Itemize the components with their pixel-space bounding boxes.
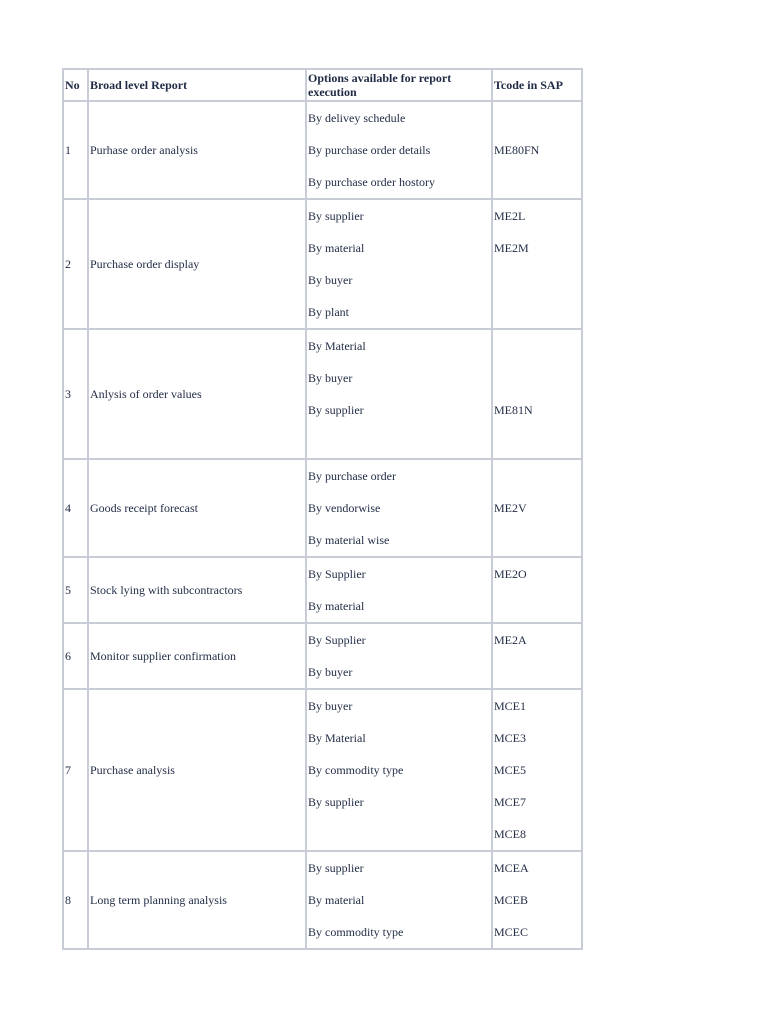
report-options (306, 459, 492, 557)
tcode-cell (492, 101, 582, 199)
row-number: 2 (63, 199, 88, 329)
option-item: By buyer (308, 371, 353, 385)
report-name: Purchase order display (88, 199, 306, 329)
report-name: Long term planning analysis (88, 851, 306, 949)
report-name: Anlysis of order values (88, 329, 306, 459)
tcode-item: ME81N (494, 403, 533, 417)
report-table (62, 68, 583, 950)
tcode-cell (492, 689, 582, 851)
tcode-item: ME80FN (494, 143, 540, 157)
header-options: Options available for report execution (306, 69, 492, 101)
tcode-item: MCEB (494, 893, 529, 907)
table-body (63, 101, 582, 949)
tcode-item: MCEC (494, 925, 529, 939)
tcode-item (494, 264, 580, 296)
row-number: 3 (63, 329, 88, 459)
tcode-cell (492, 329, 582, 459)
report-options (306, 689, 492, 851)
option-item: By Supplier (308, 633, 366, 647)
header-no: No (63, 69, 88, 101)
table-row (63, 689, 582, 851)
tcode-item: MCE3 (494, 731, 527, 745)
tcode-item (494, 102, 580, 134)
tcode-item (494, 296, 580, 328)
table-row (63, 199, 582, 329)
tcode-cell (492, 459, 582, 557)
tcode-item: ME2L (494, 209, 526, 223)
option-item: By buyer (308, 273, 353, 287)
report-options (306, 329, 492, 459)
tcode-item: ME2A (494, 633, 527, 647)
table-row (63, 101, 582, 199)
option-item: By plant (308, 305, 349, 319)
tcode-item (494, 460, 580, 492)
tcode-item: MCE1 (494, 699, 527, 713)
tcode-item (494, 590, 580, 622)
tcode-cell (492, 623, 582, 689)
tcode-item (494, 656, 580, 688)
table-row (63, 851, 582, 949)
row-number: 4 (63, 459, 88, 557)
tcode-item (494, 362, 580, 394)
option-item: By supplier (308, 795, 364, 809)
tcode-item: MCE7 (494, 795, 527, 809)
tcode-cell (492, 199, 582, 329)
option-item: By Supplier (308, 567, 366, 581)
tcode-item (494, 330, 580, 362)
header-row (63, 69, 582, 101)
tcode-item (494, 524, 580, 556)
option-item: By purchase order (308, 469, 396, 483)
report-name: Monitor supplier confirmation (88, 623, 306, 689)
report-options (306, 557, 492, 623)
tcode-item: MCEA (494, 861, 529, 875)
option-item: By vendorwise (308, 501, 381, 515)
tcode-item: MCE8 (494, 827, 527, 841)
table-row (63, 459, 582, 557)
report-name: Stock lying with subcontractors (88, 557, 306, 623)
row-number: 7 (63, 689, 88, 851)
option-item: By supplier (308, 209, 364, 223)
tcode-item (494, 166, 580, 198)
row-number: 6 (63, 623, 88, 689)
option-item: By material wise (308, 533, 390, 547)
tcode-item: ME2V (494, 501, 527, 515)
option-item: By material (308, 893, 365, 907)
option-item: By commodity type (308, 763, 404, 777)
tcode-item: MCE5 (494, 763, 527, 777)
report-options (306, 101, 492, 199)
header-tcode: Tcode in SAP (492, 69, 582, 101)
option-item: By Material (308, 339, 366, 353)
option-item: By purchase order hostory (308, 175, 435, 189)
tcode-cell (492, 851, 582, 949)
tcode-item (494, 426, 580, 458)
option-item: By supplier (308, 861, 364, 875)
table-row (63, 329, 582, 459)
tcode-item: ME2O (494, 567, 527, 581)
report-options (306, 623, 492, 689)
table-row (63, 623, 582, 689)
report-name: Goods receipt forecast (88, 459, 306, 557)
row-number: 8 (63, 851, 88, 949)
row-number: 1 (63, 101, 88, 199)
option-item: By material (308, 599, 365, 613)
option-item: By buyer (308, 665, 353, 679)
tcode-item: ME2M (494, 241, 529, 255)
option-item: By delivey schedule (308, 111, 406, 125)
option-item: By buyer (308, 699, 353, 713)
option-item: By supplier (308, 403, 364, 417)
option-item: By material (308, 241, 365, 255)
tcode-cell (492, 557, 582, 623)
option-item: By commodity type (308, 925, 404, 939)
table-header (63, 69, 582, 101)
option-item: By Material (308, 731, 366, 745)
option-item (308, 818, 490, 850)
option-item (308, 426, 490, 458)
row-number: 5 (63, 557, 88, 623)
header-report: Broad level Report (88, 69, 306, 101)
report-options (306, 199, 492, 329)
table-row (63, 557, 582, 623)
report-name: Purchase analysis (88, 689, 306, 851)
report-name: Purhase order analysis (88, 101, 306, 199)
option-item: By purchase order details (308, 143, 431, 157)
report-options (306, 851, 492, 949)
